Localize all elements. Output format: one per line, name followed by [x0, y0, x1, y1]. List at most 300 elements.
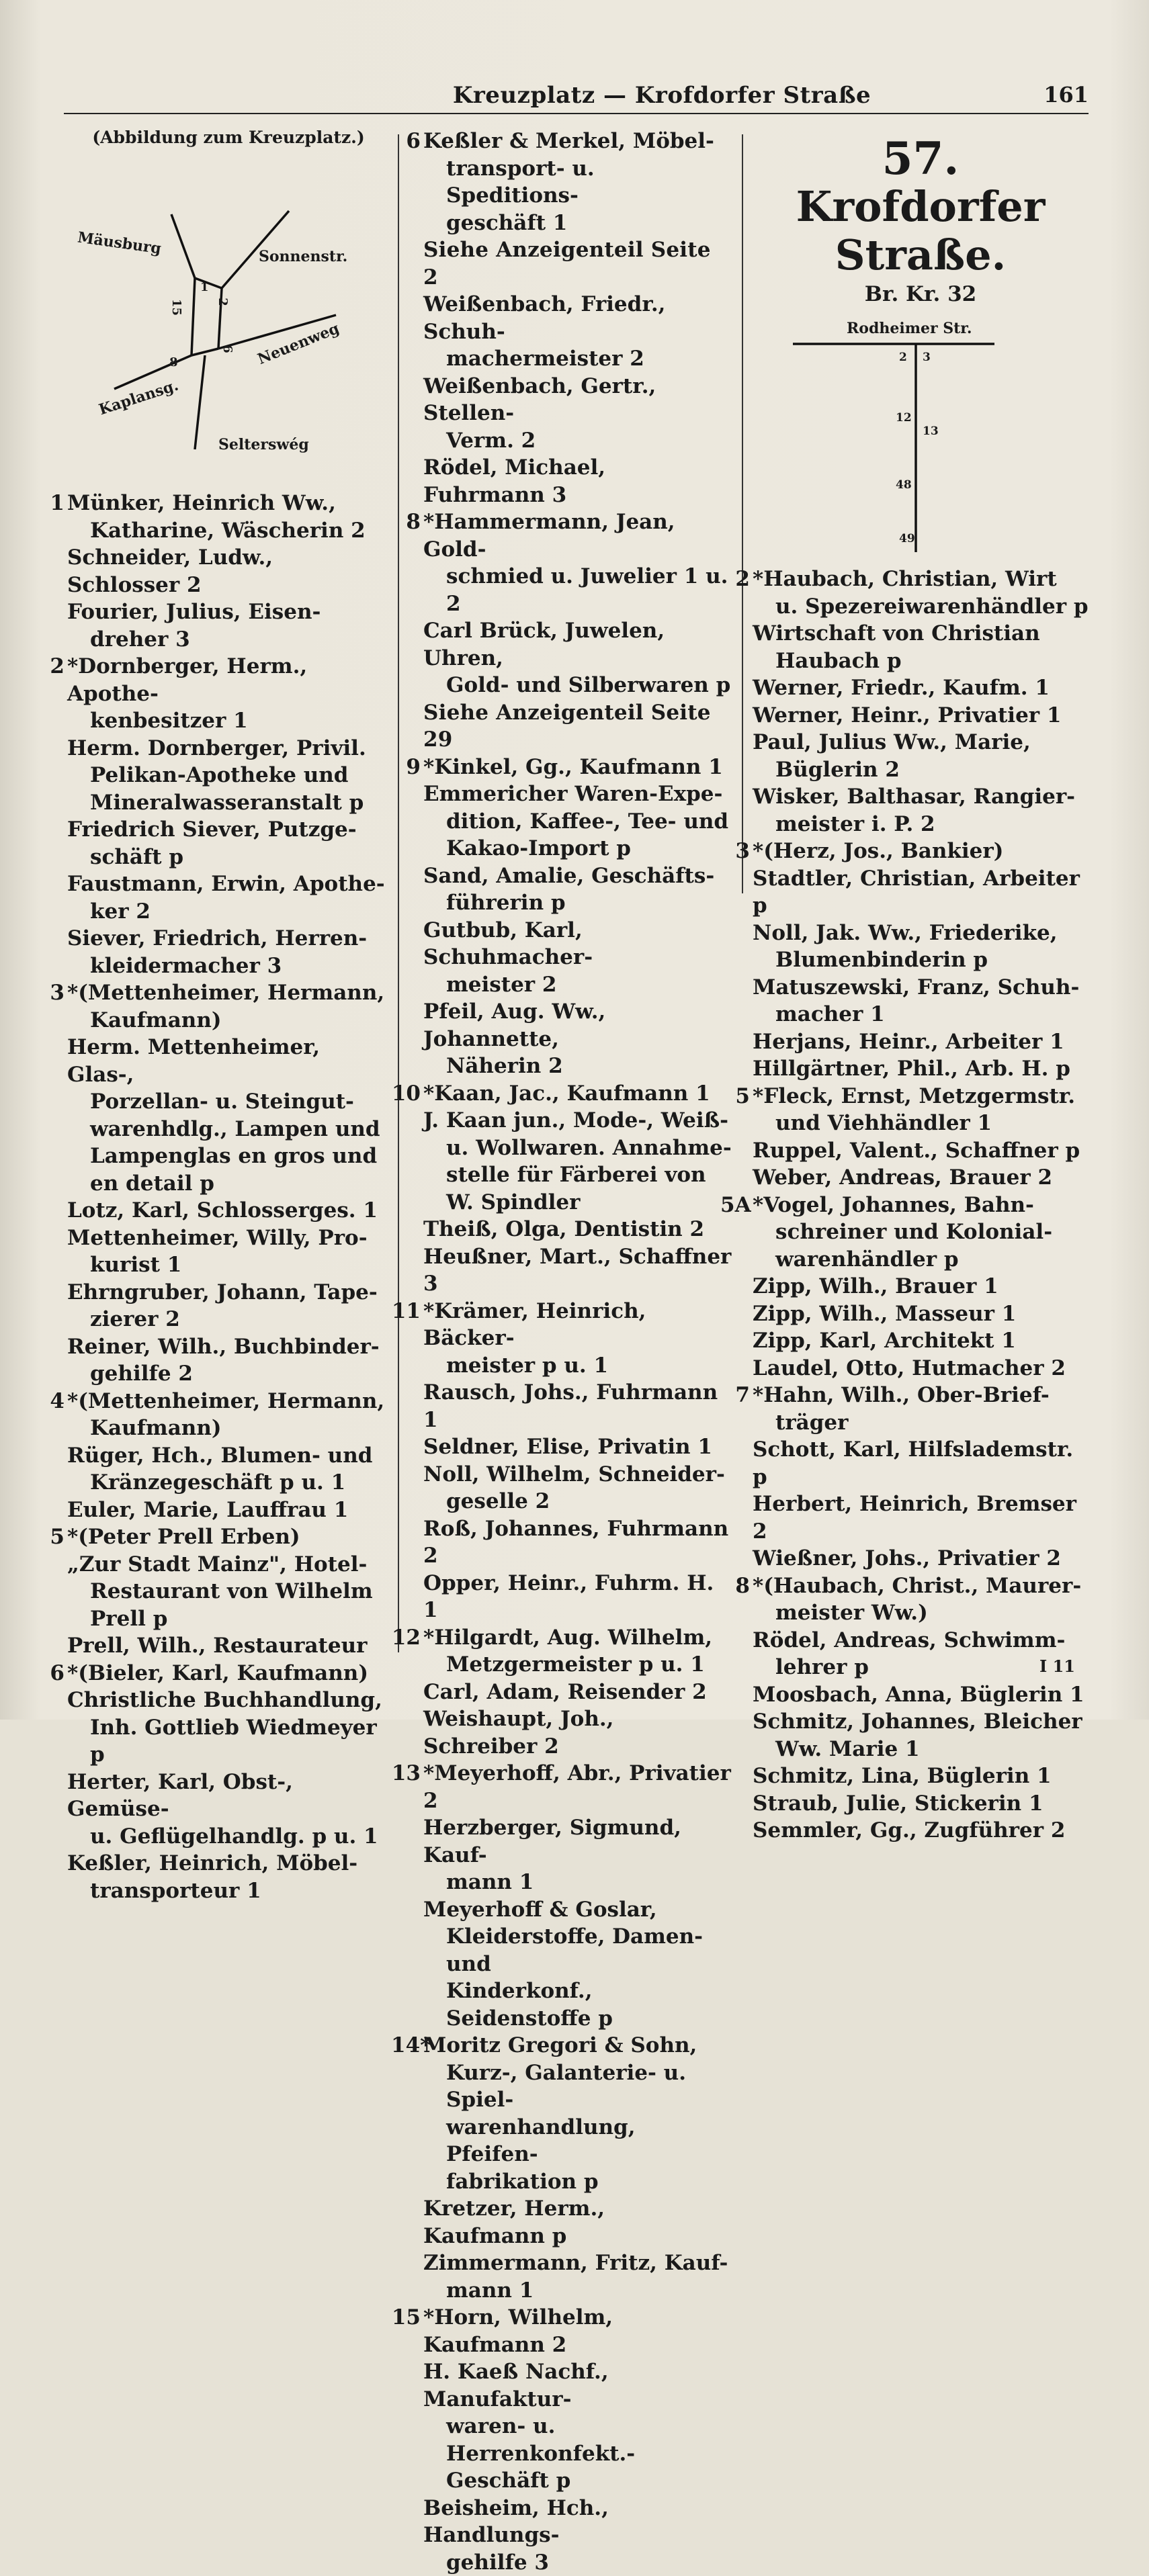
entry-line: Kleiderstoffe, Damen- und — [423, 1923, 732, 1978]
entry-line: meister Ww.) — [753, 1599, 1089, 1627]
entry-line: Rausch, Johs., Fuhrmann 1 — [423, 1379, 732, 1433]
resident-entry — [423, 1107, 732, 1216]
entry-line: Haubach p — [753, 648, 1089, 675]
map-label-house-6: 6 — [220, 345, 235, 353]
house-number: 8 — [720, 1572, 750, 1600]
entry-line: kurist 1 — [67, 1251, 390, 1279]
house-number: 3 — [720, 838, 750, 865]
entry-line: Prell p — [67, 1605, 390, 1633]
entry-line: Moosbach, Anna, Büglerin 1 — [753, 1681, 1089, 1709]
map-label-house-3: 3 — [923, 351, 931, 364]
resident-entry — [753, 729, 1089, 783]
entry-line: Siehe Anzeigenteil Seite 29 — [423, 699, 732, 754]
resident-entry — [423, 1379, 732, 1433]
resident-entry — [423, 1705, 732, 1760]
plaza-bottom-line — [192, 349, 218, 355]
map-label-house-13: 13 — [923, 425, 939, 438]
entry-line: Noll, Jak. Ww., Friederike, — [753, 920, 1089, 947]
entry-line: Lampenglas en gros und — [67, 1143, 390, 1170]
entry-line: u. Spezereiwarenhändler p — [753, 593, 1089, 621]
house-number: 5 — [720, 1083, 750, 1110]
resident-entry — [753, 1355, 1089, 1382]
entry-line: Noll, Wilhelm, Schneider- — [423, 1461, 732, 1489]
resident-entry — [67, 1333, 390, 1388]
resident-entry — [67, 1769, 390, 1851]
entry-line: Paul, Julius Ww., Marie, — [753, 729, 1089, 756]
resident-entry — [67, 1225, 390, 1279]
house-number: 11 — [391, 1298, 421, 1325]
map-label-selterswég: Selterswég — [218, 436, 309, 453]
resident-entry — [67, 1197, 390, 1225]
entry-line: Rödel, Andreas, Schwimm- — [753, 1627, 1089, 1654]
house-number: 2 — [720, 566, 750, 593]
entry-line: *Fleck, Ernst, Metzgermstr. — [753, 1083, 1089, 1110]
resident-entry — [753, 1790, 1089, 1818]
entry-line: transporteur 1 — [67, 1877, 390, 1905]
entry-line: Restaurant von Wilhelm — [67, 1578, 390, 1605]
entry-line: Theiß, Olga, Dentistin 2 — [423, 1216, 732, 1243]
entry-line: Kakao-Import p — [423, 835, 732, 862]
resident-entry — [423, 1080, 732, 1108]
map-label-house-48: 48 — [896, 478, 912, 492]
house-number: 14* — [391, 2032, 421, 2059]
resident-entry — [423, 1515, 732, 1570]
entry-line: warenhdlg., Lampen und — [67, 1116, 390, 1143]
entry-line: gehilfe 3 — [423, 2549, 732, 2576]
resident-entry — [423, 617, 732, 699]
entry-line: en detail p — [67, 1170, 390, 1198]
entry-line: meister 2 — [423, 971, 732, 999]
entry-line: Faustmann, Erwin, Apothe- — [67, 871, 390, 898]
entry-line: Näherin 2 — [423, 1053, 732, 1080]
resident-entry — [423, 2250, 732, 2304]
entry-line: Zipp, Wilh., Masseur 1 — [753, 1300, 1089, 1328]
resident-entry — [67, 1687, 390, 1769]
entry-line: *(Herz, Jos., Bankier) — [753, 838, 1089, 865]
entry-line: Schmitz, Johannes, Bleicher — [753, 1708, 1089, 1736]
map-label-kaplansg: Kaplansg. — [97, 377, 181, 419]
entry-line: Metzgermeister p u. 1 — [423, 1651, 732, 1679]
entry-line: Semmler, Gg., Zugführer 2 — [753, 1817, 1089, 1845]
entry-line: u. Geflügelhandlg. p u. 1 — [67, 1823, 390, 1851]
house-number: 6 — [391, 128, 421, 155]
column-2 — [423, 128, 732, 2576]
resident-entry — [753, 1627, 1089, 1681]
entry-line: Schott, Karl, Hilfslademstr. p — [753, 1436, 1089, 1491]
resident-entry — [753, 920, 1089, 974]
entry-line: Keßler & Merkel, Möbel- — [423, 128, 732, 155]
entry-line: Zipp, Wilh., Brauer 1 — [753, 1273, 1089, 1300]
house-number: 12 — [391, 1624, 421, 1652]
col3-entry-list — [753, 566, 1089, 1845]
entry-line: Mettenheimer, Willy, Pro- — [67, 1225, 390, 1252]
entry-line: Weber, Andreas, Brauer 2 — [753, 1164, 1089, 1192]
resident-entry — [423, 862, 732, 917]
map-label-rodheimer: Rodheimer Str. — [847, 320, 972, 337]
resident-entry — [753, 1491, 1089, 1545]
entry-line: Ruppel, Valent., Schaffner p — [753, 1137, 1089, 1165]
map-label-house-2b: 2 — [899, 351, 907, 364]
entry-line: *Hilgardt, Aug. Wilhelm, — [423, 1624, 732, 1652]
entry-line: Kurz-, Galanterie- u. Spiel- — [423, 2059, 732, 2114]
resident-entry — [753, 1164, 1089, 1192]
resident-entry — [423, 1570, 732, 1624]
entry-line: Wirtschaft von Christian — [753, 620, 1089, 648]
entry-line: Gutbub, Karl, Schuhmacher- — [423, 917, 732, 971]
house-number: 4 — [35, 1388, 65, 1415]
entry-line: schmied u. Juwelier 1 u. 2 — [423, 563, 732, 617]
resident-entry — [67, 1388, 390, 1442]
entry-line: kenbesitzer 1 — [67, 707, 390, 735]
resident-entry — [67, 1497, 390, 1524]
resident-entry — [753, 1545, 1089, 1572]
entry-line: Opper, Heinr., Fuhrm. H. 1 — [423, 1570, 732, 1624]
resident-entry — [753, 1055, 1089, 1083]
resident-entry — [753, 1763, 1089, 1790]
entry-line: *Meyerhoff, Abr., Privatier 2 — [423, 1760, 732, 1814]
entry-line: Münker, Heinrich Ww., — [67, 490, 390, 517]
entry-line: waren- u. Herrenkonfekt.- — [423, 2413, 732, 2467]
street-sketch-2 — [753, 317, 1089, 559]
resident-entry — [753, 1137, 1089, 1165]
house-number: 3 — [35, 979, 65, 1007]
entry-line: geselle 2 — [423, 1488, 732, 1515]
entry-line: Weißenbach, Gertr., Stellen- — [423, 373, 732, 427]
entry-line: dition, Kaffee-, Tee- und — [423, 808, 732, 836]
entry-line: *(Haubach, Christ., Maurer- — [753, 1572, 1089, 1600]
entry-line: *Hahn, Wilh., Ober-Brief- — [753, 1382, 1089, 1409]
resident-entry — [67, 490, 390, 544]
resident-entry — [67, 1850, 390, 1904]
resident-entry — [423, 1461, 732, 1515]
entry-line: Herzberger, Sigmund, Kauf- — [423, 1814, 732, 1869]
entry-line: Keßler, Heinrich, Möbel- — [67, 1850, 390, 1877]
resident-entry — [423, 1896, 732, 2033]
entry-line: Seldner, Elise, Privatin 1 — [423, 1433, 732, 1461]
entry-line: Moritz Gregori & Sohn, — [423, 2032, 732, 2059]
entry-line: H. Kaeß Nachf., Manufaktur- — [423, 2358, 732, 2413]
entry-line: Roß, Johannes, Fuhrmann 2 — [423, 1515, 732, 1570]
entry-line: meister i. P. 2 — [753, 811, 1089, 838]
house-number: 7 — [720, 1382, 750, 1409]
resident-entry — [753, 1192, 1089, 1274]
entry-line: mann 1 — [423, 2277, 732, 2305]
entry-line: Geschäft p — [423, 2467, 732, 2495]
entry-line: Kaufmann) — [67, 1415, 390, 1442]
resident-entry — [67, 1442, 390, 1497]
entry-line: Inh. Gottlieb Wiedmeyer p — [67, 1714, 390, 1769]
entry-line: Kaufmann) — [67, 1007, 390, 1034]
house-number: 13 — [391, 1760, 421, 1787]
entry-line: Euler, Marie, Lauffrau 1 — [67, 1497, 390, 1524]
entry-line: Herter, Karl, Obst-, Gemüse- — [67, 1769, 390, 1823]
page-title: Kreuzplatz — Krofdorfer Straße — [400, 82, 924, 109]
advert-notice — [423, 236, 732, 291]
entry-line: *Kaan, Jac., Kaufmann 1 — [423, 1080, 732, 1108]
entry-line: *Horn, Wilhelm, Kaufmann 2 — [423, 2304, 732, 2358]
entry-line: geschäft 1 — [423, 210, 732, 237]
map-label-house-1: 1 — [200, 280, 209, 294]
entry-line: Christliche Buchhandlung, — [67, 1687, 390, 1714]
house-number: 15 — [391, 2304, 421, 2331]
entry-line: Friedrich Siever, Putzge- — [67, 816, 390, 844]
house-number: 10 — [391, 1080, 421, 1108]
entry-line: *Vogel, Johannes, Bahn- — [753, 1192, 1089, 1219]
entry-line: *Krämer, Heinrich, Bäcker- — [423, 1298, 732, 1352]
entry-line: W. Spindler — [423, 1189, 732, 1216]
column-divider-2 — [742, 134, 743, 893]
resident-entry — [753, 974, 1089, 1028]
resident-entry — [753, 1300, 1089, 1328]
entry-line: dreher 3 — [67, 626, 390, 654]
resident-entry — [67, 871, 390, 925]
house-number: 5 — [35, 1523, 65, 1551]
plaza-left-line — [192, 278, 195, 355]
entry-line: stelle für Färberei von — [423, 1161, 732, 1189]
entry-line: *Hammermann, Jean, Gold- — [423, 508, 732, 563]
district-label: Br. Kr. 32 — [753, 279, 1089, 309]
house-number: 6 — [35, 1660, 65, 1687]
entry-line: Hillgärtner, Phil., Arb. H. p — [753, 1055, 1089, 1083]
entry-line: Weißenbach, Friedr., Schuh- — [423, 291, 732, 345]
resident-entry — [67, 1551, 390, 1633]
resident-entry — [423, 1298, 732, 1380]
resident-entry — [67, 1279, 390, 1333]
entry-line: Mineralwasseranstalt p — [67, 789, 390, 817]
entry-line: fabrikation p — [423, 2168, 732, 2196]
col2-entry-list — [423, 128, 732, 2576]
house-number: 5A — [720, 1192, 750, 1219]
entry-line: Heußner, Mart., Schaffner 3 — [423, 1243, 732, 1298]
resident-entry — [67, 544, 390, 598]
map-label-mausburg: Mäusburg — [77, 228, 163, 257]
page-header — [64, 79, 1089, 114]
resident-entry — [423, 2358, 732, 2495]
resident-entry — [67, 598, 390, 653]
entry-line: Gold- und Silberwaren p — [423, 672, 732, 699]
entry-line: Pfeil, Aug. Ww., Johannette, — [423, 998, 732, 1053]
house-number: 2 — [35, 653, 65, 680]
figure-caption: (Abbildung zum Kreuzplatz.) — [67, 128, 390, 147]
resident-entry — [753, 566, 1089, 620]
mausburg-street-line — [171, 214, 195, 278]
resident-entry — [753, 1382, 1089, 1436]
entry-line: Meyerhoff & Goslar, — [423, 1896, 732, 1924]
resident-entry — [753, 1817, 1089, 1845]
street-number: 57. — [753, 134, 1089, 183]
entry-line: kleidermacher 3 — [67, 952, 390, 980]
entry-line: *(Mettenheimer, Hermann, — [67, 1388, 390, 1415]
entry-line: ker 2 — [67, 898, 390, 926]
resident-entry — [423, 1814, 732, 1896]
entry-line: Herjans, Heinr., Arbeiter 1 — [753, 1028, 1089, 1056]
entry-line: u. Wollwaren. Annahme- — [423, 1135, 732, 1162]
resident-entry — [423, 1760, 732, 1814]
resident-entry — [67, 979, 390, 1034]
entry-line: Blumenbinderin p — [753, 946, 1089, 974]
resident-entry — [67, 816, 390, 871]
entry-line: Straub, Julie, Stickerin 1 — [753, 1790, 1089, 1818]
entry-line: Kretzer, Herm., Kaufmann p — [423, 2195, 732, 2250]
map-label-house-12: 12 — [896, 411, 912, 425]
entry-line: *(Bieler, Karl, Kaufmann) — [67, 1660, 390, 1687]
entry-line: Herbert, Heinrich, Bremser 2 — [753, 1491, 1089, 1545]
house-number: 9 — [391, 754, 421, 781]
page-number: 161 — [1044, 82, 1089, 107]
resident-entry — [753, 865, 1089, 920]
resident-entry — [423, 1679, 732, 1706]
entry-line: J. Kaan jun., Mode-, Weiß- — [423, 1107, 732, 1135]
resident-entry — [753, 702, 1089, 729]
entry-line: Matuszewski, Franz, Schuh- — [753, 974, 1089, 1002]
entry-line: mann 1 — [423, 1869, 732, 1896]
house-number: 8 — [391, 508, 421, 536]
col1-entry-list — [67, 490, 390, 1904]
map-label-house-49: 49 — [899, 532, 915, 545]
entry-line: *(Peter Prell Erben) — [67, 1523, 390, 1551]
entry-line: Wisker, Balthasar, Rangier- — [753, 783, 1089, 811]
column-1 — [67, 128, 390, 1904]
resident-entry — [423, 917, 732, 999]
resident-entry — [423, 1433, 732, 1461]
entry-line: Rüger, Hch., Blumen- und — [67, 1442, 390, 1470]
resident-entry — [753, 1436, 1089, 1491]
resident-entry — [753, 674, 1089, 702]
entry-line: Beisheim, Hch., Handlungs- — [423, 2495, 732, 2549]
entry-line: Schmitz, Lina, Büglerin 1 — [753, 1763, 1089, 1790]
entry-line: Büglerin 2 — [753, 756, 1089, 784]
resident-entry — [753, 1572, 1089, 1627]
entry-line: *(Mettenheimer, Hermann, — [67, 979, 390, 1007]
entry-line: Emmericher Waren-Expe- — [423, 781, 732, 808]
resident-entry — [423, 291, 732, 373]
entry-line: warenhändler p — [753, 1246, 1089, 1274]
resident-entry — [423, 1216, 732, 1243]
entry-line: machermeister 2 — [423, 345, 732, 373]
entry-line: Ehrngruber, Johann, Tape- — [67, 1279, 390, 1306]
resident-entry — [423, 781, 732, 862]
entry-line: Zimmermann, Fritz, Kauf- — [423, 2250, 732, 2277]
column-3 — [753, 128, 1089, 1845]
resident-entry — [423, 1624, 732, 1679]
resident-entry — [753, 838, 1089, 865]
map-label-sonnenstr: Sonnenstr. — [259, 248, 347, 265]
resident-entry — [753, 620, 1089, 674]
entry-line: schreiner und Kolonial- — [753, 1218, 1089, 1246]
entry-line: lehrer p — [753, 1654, 1089, 1681]
entry-line: Lotz, Karl, Schlosserges. 1 — [67, 1197, 390, 1225]
resident-entry — [753, 1273, 1089, 1300]
resident-entry — [753, 783, 1089, 838]
map-label-house-8: 8 — [169, 355, 178, 369]
resident-entry — [423, 128, 732, 236]
map-label-neuenweg: Neuenweg — [255, 320, 342, 368]
entry-line: Herm. Dornberger, Privil. — [67, 735, 390, 762]
entry-line: Ww. Marie 1 — [753, 1736, 1089, 1763]
resident-entry — [67, 1632, 390, 1660]
entry-line: Katharine, Wäscherin 2 — [67, 517, 390, 545]
kreuzplatz-map — [67, 154, 390, 490]
resident-entry — [67, 735, 390, 817]
entry-line: träger — [753, 1409, 1089, 1437]
entry-line: Porzellan- u. Steingut- — [67, 1088, 390, 1116]
krofdorfer-map — [753, 317, 1089, 566]
resident-entry — [67, 1660, 390, 1687]
column-divider-1 — [398, 134, 399, 1652]
house-number: 1 — [35, 490, 65, 517]
entry-line: Kränzegeschäft p u. 1 — [67, 1469, 390, 1497]
entry-line: Carl, Adam, Reisender 2 — [423, 1679, 732, 1706]
resident-entry — [753, 1327, 1089, 1355]
map-label-house-15: 15 — [169, 299, 183, 316]
entry-line: Prell, Wilh., Restaurateur — [67, 1632, 390, 1660]
entry-line: Kinderkonf., Seidenstoffe p — [423, 1978, 732, 2032]
entry-line: Carl Brück, Juwelen, Uhren, — [423, 617, 732, 672]
entry-line: Stadtler, Christian, Arbeiter p — [753, 865, 1089, 920]
entry-line: meister p u. 1 — [423, 1352, 732, 1380]
resident-entry — [67, 925, 390, 979]
entry-line: warenhandlung, Pfeifen- — [423, 2114, 732, 2168]
resident-entry — [753, 1681, 1089, 1709]
entry-line: Rödel, Michael, Fuhrmann 3 — [423, 454, 732, 508]
resident-entry — [423, 373, 732, 455]
entry-line: Siehe Anzeigenteil Seite 2 — [423, 236, 732, 291]
entry-line: Werner, Friedr., Kaufm. 1 — [753, 674, 1089, 702]
entry-line: Laudel, Otto, Hutmacher 2 — [753, 1355, 1089, 1382]
entry-line: gehilfe 2 — [67, 1360, 390, 1388]
resident-entry — [423, 2495, 732, 2576]
resident-entry — [423, 998, 732, 1080]
entry-line: Sand, Amalie, Geschäfts- — [423, 862, 732, 890]
entry-line: Reiner, Wilh., Buchbinder- — [67, 1333, 390, 1361]
entry-line: Fourier, Julius, Eisen- — [67, 598, 390, 626]
resident-entry — [423, 508, 732, 617]
entry-line: Werner, Heinr., Privatier 1 — [753, 702, 1089, 729]
resident-entry — [67, 1034, 390, 1197]
entry-line: Verm. 2 — [423, 427, 732, 455]
entry-line: schäft p — [67, 844, 390, 871]
entry-line: Schneider, Ludw., Schlosser 2 — [67, 544, 390, 598]
resident-entry — [423, 2195, 732, 2250]
street-name: Krofdorfer Straße. — [753, 183, 1089, 279]
resident-entry — [753, 1083, 1089, 1137]
resident-entry — [67, 653, 390, 735]
resident-entry — [423, 2032, 732, 2195]
selterswег-street-line — [195, 355, 205, 449]
entry-line: Siever, Friedrich, Herren- — [67, 925, 390, 952]
entry-line: führerin p — [423, 889, 732, 917]
entry-line: transport- u. Speditions- — [423, 155, 732, 210]
entry-line: Pelikan-Apotheke und — [67, 762, 390, 789]
entry-line: macher 1 — [753, 1001, 1089, 1028]
entry-line: Herm. Mettenheimer, Glas-, — [67, 1034, 390, 1088]
entry-line: Wießner, Johs., Privatier 2 — [753, 1545, 1089, 1572]
resident-entry — [423, 454, 732, 508]
entry-line: „Zur Stadt Mainz", Hotel- — [67, 1551, 390, 1579]
resident-entry — [423, 2304, 732, 2358]
street-sketch — [67, 154, 390, 476]
resident-entry — [67, 1523, 390, 1551]
entry-line: zierer 2 — [67, 1306, 390, 1333]
entry-line: *Haubach, Christian, Wirt — [753, 566, 1089, 593]
resident-entry — [753, 1028, 1089, 1056]
resident-entry — [423, 1243, 732, 1298]
resident-entry — [423, 754, 732, 781]
advert-notice — [423, 699, 732, 754]
entry-line: Zipp, Karl, Architekt 1 — [753, 1327, 1089, 1355]
entry-line: *Kinkel, Gg., Kaufmann 1 — [423, 754, 732, 781]
map-label-house-2: 2 — [216, 298, 230, 306]
